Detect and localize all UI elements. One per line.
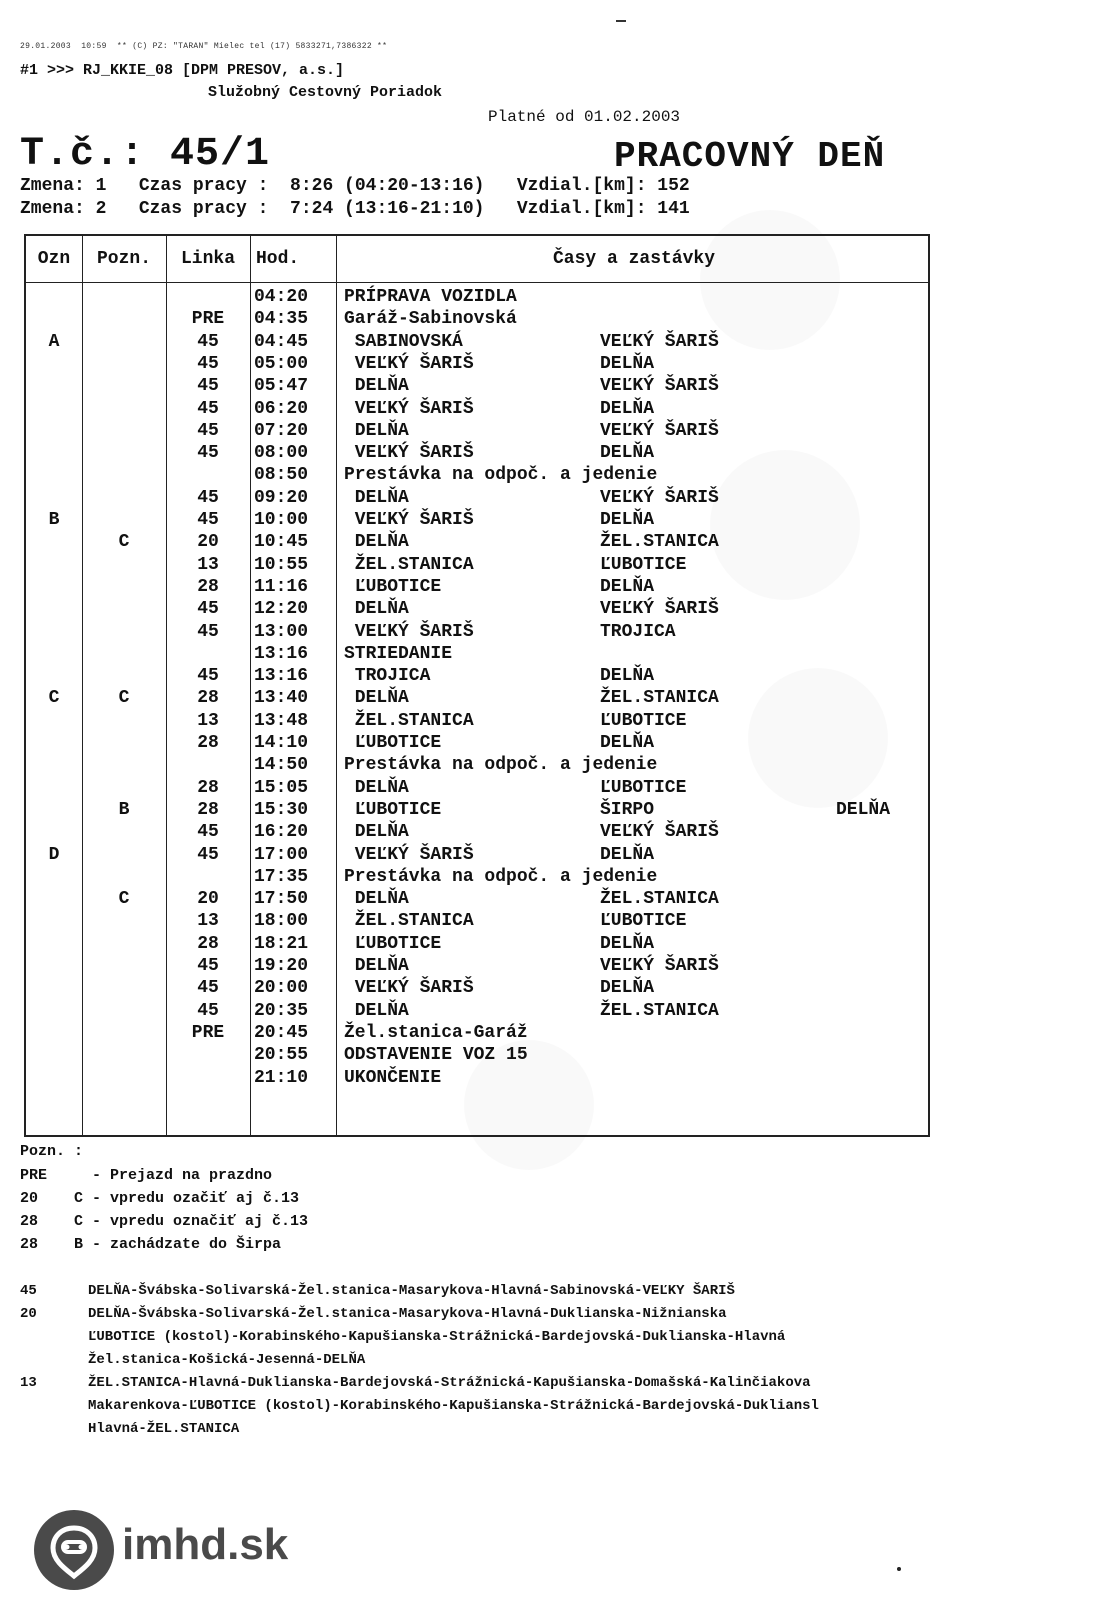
cell-linka: 45	[197, 822, 219, 843]
shift-2: Zmena: 2 Czas pracy : 7:24 (13:16-21:10) Vzdial.[km]: 141	[20, 199, 690, 219]
imhd-brand-name: imhd.sk	[122, 1520, 289, 1569]
cell-linka: 45	[197, 844, 219, 865]
cell-hod: 13:16	[254, 666, 309, 687]
doc-header-line1: #1 >>> RJ_KKIE_08 [DPM PRESOV, a.s.]	[20, 62, 345, 79]
table-row	[26, 621, 932, 644]
cell-linka: 13	[197, 911, 219, 932]
cell-to: VEĽKÝ ŠARIŠ	[600, 822, 719, 843]
table-row	[26, 844, 932, 867]
cell-to: DELŇA	[600, 510, 655, 530]
cell-to: ĽUBOTICE	[600, 777, 687, 798]
cell-hod: 19:20	[254, 956, 309, 976]
table-row	[26, 866, 932, 889]
cell-text: VEĽKÝ ŠARIŠ	[344, 978, 474, 999]
cell-linka: 45	[197, 1000, 219, 1021]
table-row	[26, 598, 932, 621]
cell-hod: 14:50	[254, 755, 309, 776]
cell-hod: 18:00	[254, 911, 309, 932]
cell-linka: 45	[197, 443, 219, 464]
cell-text: STRIEDANIE	[344, 643, 453, 664]
cell-linka: PRE	[191, 309, 225, 330]
cell-hod: 13:16	[254, 643, 309, 664]
cell-to: DELŇA	[600, 443, 655, 464]
cell-text: ODSTAVENIE VOZ 15	[344, 1045, 528, 1066]
table-row	[26, 1000, 932, 1023]
cell-to: DELŇA	[600, 978, 655, 999]
cell-to: DELŇA	[600, 666, 655, 687]
table-row	[26, 888, 932, 911]
cell-linka: PRE	[191, 1022, 225, 1043]
cell-hod: 18:21	[254, 933, 309, 954]
table-row	[26, 464, 932, 487]
cell-text: DELŇA	[344, 532, 409, 553]
cell-text: ĽUBOTICE	[344, 933, 442, 954]
valid-from: Platné od 01.02.2003	[488, 108, 681, 126]
col-header-pozn: Pozn.	[96, 249, 151, 269]
cell-hod: 14:10	[254, 733, 309, 753]
table-row	[26, 398, 932, 421]
route-description: DELŇA-Švábska-Solivarská-Žel.stanica-Masarykova-Hlavná-Duklianska-Nižnianska	[88, 1306, 727, 1322]
table-row	[26, 643, 932, 666]
cell-linka: 28	[197, 733, 219, 753]
cell-text: DELŇA	[344, 1000, 409, 1021]
cell-text: Žel.stanica-Garáž	[344, 1022, 528, 1043]
table-row	[26, 910, 932, 933]
route-line-number: 45	[20, 1283, 37, 1299]
table-row	[26, 375, 932, 398]
cell-hod: 09:20	[254, 487, 309, 508]
cell-hod: 07:20	[254, 420, 309, 441]
cell-text: Prestávka na odpoč. a jedenie	[344, 755, 658, 776]
cell-extra: DELŇA	[836, 799, 891, 820]
col-header-casy: Časy a zastávky	[552, 249, 716, 269]
cell-hod: 17:00	[254, 844, 309, 865]
cell-text: ĽUBOTICE	[344, 733, 442, 753]
table-row	[26, 1067, 932, 1090]
cell-to: VEĽKÝ ŠARIŠ	[600, 331, 719, 352]
cell-hod: 05:00	[254, 353, 309, 374]
cell-linka: 45	[197, 487, 219, 508]
route-description: ĽUBOTICE (kostol)-Korabinského-Kapušianska-Strážnická-Bardejovská-Duklianska-Hlavná	[88, 1329, 786, 1345]
cell-text: VEĽKÝ ŠARIŠ	[344, 510, 474, 530]
cell-linka: 28	[197, 799, 219, 820]
note-item: PRE - Prejazd na prazdno	[20, 1167, 273, 1184]
col-header-hod: Hod.	[256, 249, 300, 269]
cell-hod: 20:00	[254, 978, 309, 999]
cell-hod: 13:00	[254, 621, 309, 642]
cell-text: ŽEL.STANICA	[344, 710, 474, 731]
scan-mark	[616, 20, 626, 22]
cell-hod: 20:55	[254, 1045, 309, 1066]
cell-hod: 21:10	[254, 1067, 309, 1088]
cell-hod: 05:47	[254, 376, 309, 397]
cell-text: VEĽKÝ ŠARIŠ	[344, 621, 474, 642]
cell-hod: 12:20	[254, 599, 309, 620]
route-line-number: 13	[20, 1375, 37, 1391]
cell-hod: 13:48	[254, 710, 309, 731]
cell-linka: 45	[197, 398, 219, 419]
cell-linka: 28	[197, 933, 219, 954]
cell-linka: 45	[197, 666, 219, 687]
table-row	[26, 331, 932, 354]
fax-header: 29.01.2003 10:59 ** (C) PZ: "TARAN" Mielec tel (17) 5833271,7386322 **	[20, 42, 388, 51]
cell-text: Prestávka na odpoč. a jedenie	[344, 866, 658, 887]
cell-text: VEĽKÝ ŠARIŠ	[344, 398, 474, 419]
table-row	[26, 754, 932, 777]
cell-to: DELŇA	[600, 576, 655, 597]
col-header-linka: Linka	[180, 249, 235, 269]
route-line-number: 20	[20, 1306, 37, 1322]
table-row	[26, 777, 932, 800]
shift-1: Zmena: 1 Czas pracy : 8:26 (04:20-13:16) Vzdial.[km]: 152	[20, 176, 690, 196]
cell-linka: 45	[197, 353, 219, 374]
cell-linka: 45	[197, 978, 219, 999]
table-row	[26, 665, 932, 688]
table-row	[26, 509, 932, 532]
cell-to: DELŇA	[600, 933, 655, 954]
cell-to: VEĽKÝ ŠARIŠ	[600, 376, 719, 397]
table-row	[26, 799, 932, 822]
cell-to: ŠIRPO	[600, 799, 655, 820]
cell-hod: 04:45	[254, 331, 309, 352]
cell-text: DELŇA	[344, 889, 409, 910]
cell-linka: 45	[197, 420, 219, 441]
cell-pozn: C	[118, 688, 130, 709]
table-row	[26, 420, 932, 443]
cell-linka: 45	[197, 621, 219, 642]
cell-hod: 20:45	[254, 1022, 309, 1043]
cell-linka: 28	[197, 688, 219, 709]
table-row	[26, 442, 932, 465]
cell-hod: 13:40	[254, 688, 309, 709]
cell-text: DELŇA	[344, 777, 409, 798]
cell-hod: 15:05	[254, 777, 309, 798]
timetable	[24, 234, 930, 1137]
cell-hod: 10:55	[254, 554, 309, 575]
table-row	[26, 487, 932, 510]
cell-linka: 45	[197, 331, 219, 352]
cell-pozn: C	[118, 532, 130, 553]
cell-to: TROJICA	[600, 621, 676, 642]
cell-linka: 13	[197, 710, 219, 731]
cell-to: VEĽKÝ ŠARIŠ	[600, 599, 719, 620]
route-description: Makarenkova-ĽUBOTICE (kostol)-Korabinského-Kapušianska-Strážnická-Bardejovská-Dukliansl	[88, 1398, 819, 1414]
cell-ozn: A	[48, 331, 60, 352]
cell-linka: 20	[197, 532, 219, 553]
cell-linka: 28	[197, 777, 219, 798]
table-row	[26, 710, 932, 733]
cell-text: DELŇA	[344, 376, 409, 397]
table-row	[26, 286, 932, 309]
cell-hod: 11:16	[254, 576, 309, 597]
table-row	[26, 1044, 932, 1067]
cell-text: Garáž-Sabinovská	[344, 309, 517, 330]
cell-to: ĽUBOTICE	[600, 710, 687, 731]
cell-text: DELŇA	[344, 599, 409, 620]
cell-text: DELŇA	[344, 420, 409, 441]
table-row	[26, 531, 932, 554]
cell-text: VEĽKÝ ŠARIŠ	[344, 443, 474, 464]
table-row	[26, 576, 932, 599]
cell-text: ĽUBOTICE	[344, 576, 442, 597]
cell-to: DELŇA	[600, 844, 655, 865]
cell-text: PRÍPRAVA VOZIDLA	[344, 287, 517, 307]
cell-linka: 45	[197, 599, 219, 620]
table-row	[26, 353, 932, 376]
cell-to: ŽEL.STANICA	[600, 889, 719, 910]
cell-hod: 06:20	[254, 398, 309, 419]
cell-hod: 08:50	[254, 465, 309, 486]
cell-to: ĽUBOTICE	[600, 554, 687, 575]
table-row	[26, 933, 932, 956]
cell-ozn: C	[48, 688, 60, 709]
table-row	[26, 687, 932, 710]
cell-ozn: B	[48, 510, 60, 530]
note-item: 20 C - vpredu ozačiť aj č.13	[20, 1190, 300, 1207]
route-description: Žel.stanica-Košická-Jesenná-DELŇA	[88, 1352, 366, 1368]
cell-linka: 45	[197, 956, 219, 976]
cell-hod: 10:45	[254, 532, 309, 553]
cell-text: ŽEL.STANICA	[344, 554, 474, 575]
cell-text: TROJICA	[344, 666, 431, 687]
cell-text: DELŇA	[344, 688, 409, 709]
cell-to: ŽEL.STANICA	[600, 532, 719, 553]
cell-pozn: B	[118, 799, 130, 820]
cell-text: DELŇA	[344, 956, 409, 976]
cell-hod: 17:35	[254, 866, 309, 887]
cell-text: Prestávka na odpoč. a jedenie	[344, 465, 658, 486]
cell-hod: 15:30	[254, 799, 309, 820]
cell-text: ŽEL.STANICA	[344, 911, 474, 932]
cell-text: VEĽKÝ ŠARIŠ	[344, 353, 474, 374]
table-row	[26, 732, 932, 755]
cell-hod: 10:00	[254, 510, 309, 530]
cell-linka: 45	[197, 510, 219, 530]
cell-linka: 20	[197, 889, 219, 910]
note-item: 28 C - vpredu označiť aj č.13	[20, 1213, 309, 1230]
route-description: ŽEL.STANICA-Hlavná-Duklianska-Bardejovská-Strážnická-Kapušianska-Domašská-Kalinčiakova	[88, 1375, 811, 1391]
cell-linka: 13	[197, 554, 219, 575]
header-divider	[26, 282, 928, 283]
notes-heading: Pozn. :	[20, 1143, 84, 1160]
cell-hod: 20:35	[254, 1000, 309, 1021]
doc-header-line2: Služobný Cestovný Poriadok	[208, 84, 443, 101]
cell-to: VEĽKÝ ŠARIŠ	[600, 956, 719, 976]
day-type: PRACOVNÝ DEŇ	[614, 136, 886, 177]
route-description: Hlavná-ŽEL.STANICA	[88, 1421, 240, 1437]
cell-ozn: D	[48, 844, 60, 865]
cell-text: DELŇA	[344, 822, 409, 843]
cell-hod: 04:35	[254, 309, 309, 330]
cell-to: ŽEL.STANICA	[600, 688, 719, 709]
table-row	[26, 308, 932, 331]
cell-linka: 28	[197, 576, 219, 597]
cell-pozn: C	[118, 889, 130, 910]
cell-to: VEĽKÝ ŠARIŠ	[600, 487, 719, 508]
cell-linka: 45	[197, 376, 219, 397]
cell-to: DELŇA	[600, 398, 655, 419]
route-description: DELŇA-Švábska-Solivarská-Žel.stanica-Masarykova-Hlavná-Sabinovská-VEĽKY ŠARIŠ	[88, 1283, 735, 1299]
table-row	[26, 554, 932, 577]
speck	[897, 1567, 901, 1571]
table-row	[26, 1022, 932, 1045]
cell-to: DELŇA	[600, 353, 655, 374]
cell-to: DELŇA	[600, 733, 655, 753]
note-item: 28 B - zachádzate do Širpa	[20, 1236, 282, 1253]
cell-hod: 16:20	[254, 822, 309, 843]
cell-to: VEĽKÝ ŠARIŠ	[600, 420, 719, 441]
table-row	[26, 821, 932, 844]
cell-hod: 08:00	[254, 443, 309, 464]
imhd-logo-icon	[34, 1510, 114, 1590]
cell-text: ĽUBOTICE	[344, 799, 442, 820]
cell-text: DELŇA	[344, 487, 409, 508]
table-row	[26, 955, 932, 978]
col-header-ozn: Ozn	[37, 249, 71, 269]
cell-text: SABINOVSKÁ	[344, 331, 463, 352]
cell-text: UKONČENIE	[344, 1067, 442, 1088]
cell-text: VEĽKÝ ŠARIŠ	[344, 844, 474, 865]
cell-hod: 04:20	[254, 287, 309, 307]
cell-to: ŽEL.STANICA	[600, 1000, 719, 1021]
cell-hod: 17:50	[254, 889, 309, 910]
cell-to: ĽUBOTICE	[600, 911, 687, 932]
table-row	[26, 977, 932, 1000]
service-number: T.č.: 45/1	[20, 132, 271, 177]
